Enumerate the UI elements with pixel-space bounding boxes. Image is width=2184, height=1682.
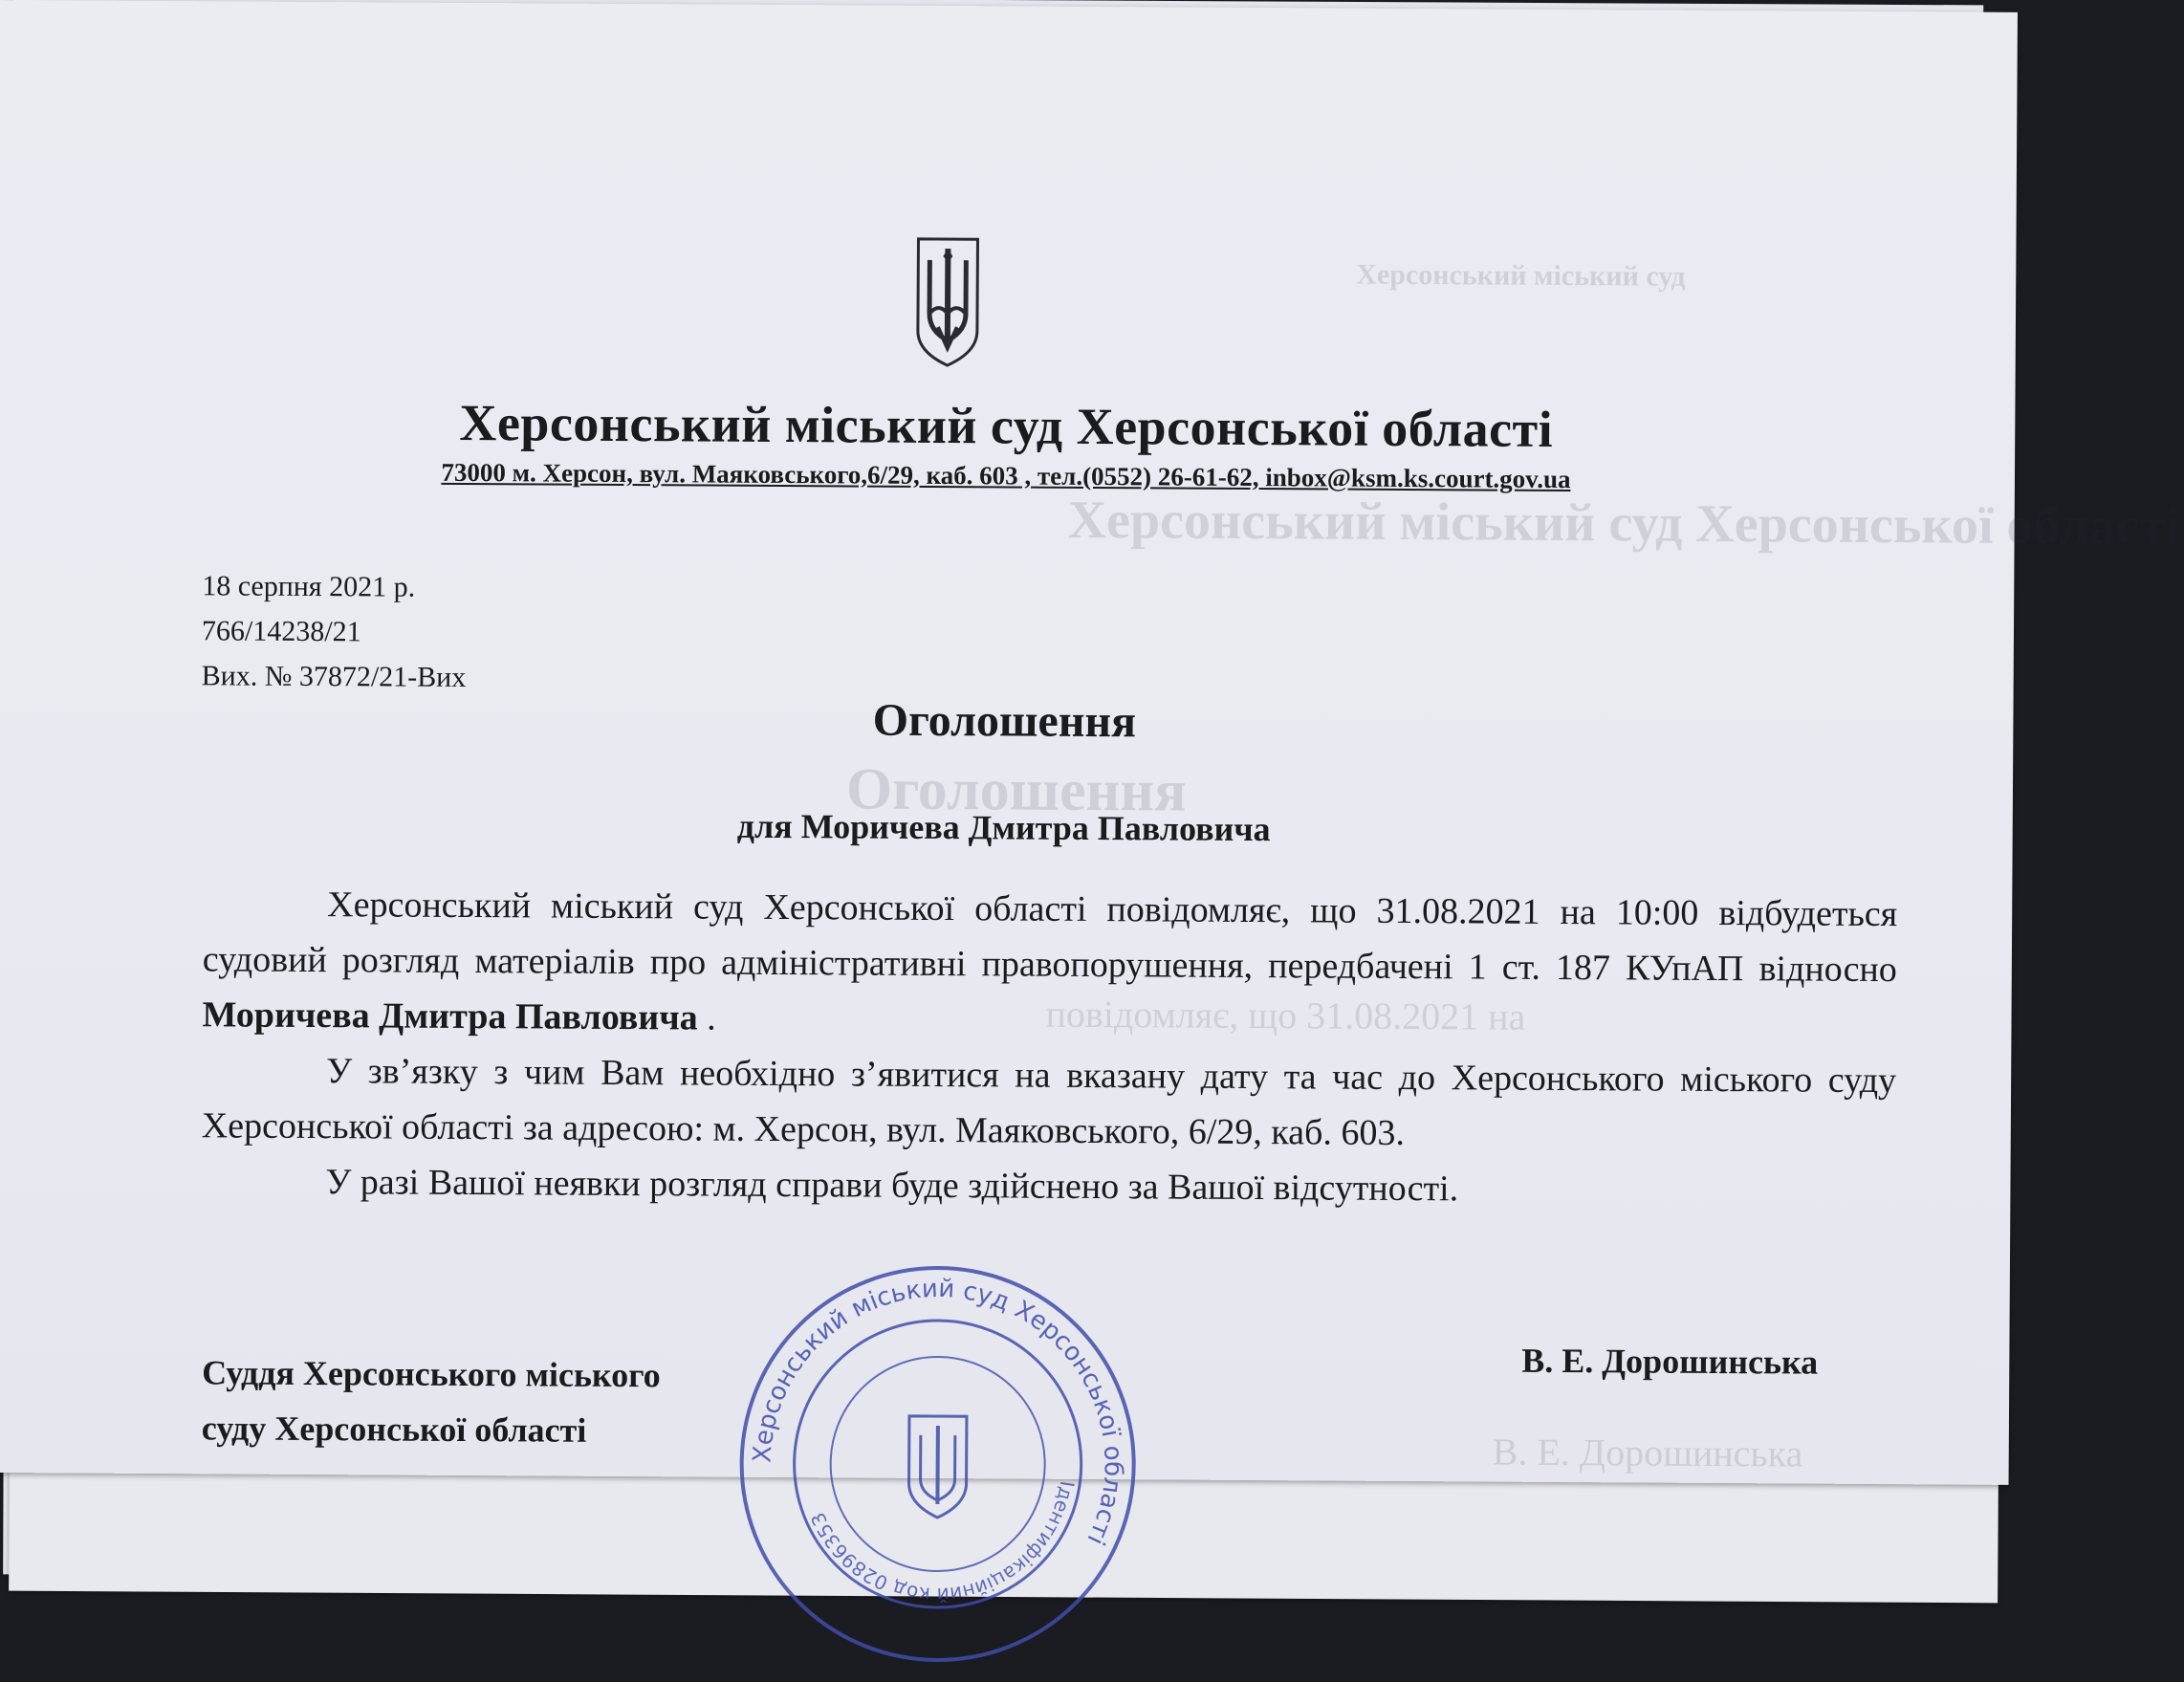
- document-meta: [202, 563, 467, 700]
- court-address: 73000 м. Херсон, вул. Маяковського,6/29, каб. 603 , тел.(0552) 26-61-62, inbox@ksm.ks.court.gov.ua: [441, 457, 1571, 494]
- show-through-text: повідомляє, що 31.08.2021 на: [1045, 992, 1526, 1038]
- notice-body: [201, 876, 1897, 1219]
- show-through-text: В. Е. Дорошинська: [1492, 1430, 1803, 1475]
- stamp-ring-text: Херсонський міський суд Херсонської області: [748, 1274, 1127, 1550]
- defendant-name: Моричева Дмитра Павловича: [202, 994, 698, 1038]
- show-through-text: Херсонський міський суд: [1356, 258, 1686, 293]
- trident-icon: [914, 235, 982, 369]
- document-title: Оголошення: [872, 694, 1137, 748]
- case-number: 766/14238/21: [201, 615, 361, 648]
- judge-name: В. Е. Дорошинська: [1521, 1341, 1819, 1382]
- court-title: Херсонський міський суд Херсонської області: [459, 393, 1554, 458]
- document-date: 18 серпня 2021 р.: [202, 570, 416, 603]
- stamp-trident-icon: [908, 1416, 967, 1518]
- body-paragraph: Херсонський міський суд Херсонської області повідомляє, що 31.08.2021 на 10:00 відбудеться судовий розгляд матеріалів про адміністративні правопорушення, передбачені 1 ст. 187 КУпАП відносно Моричева Дмитра Павловича .: [202, 885, 1898, 1038]
- court-seal-stamp: [726, 1253, 1149, 1676]
- stamp-inner-text: Ідентифікаційний код 02896353: [805, 1479, 1080, 1607]
- judge-position: Суддя Херсонського міського суду Херсонської області: [201, 1353, 661, 1450]
- show-through-text: Херсонський міський суд Херсонської області: [1067, 490, 2181, 557]
- show-through-text: Оголошення: [845, 756, 1187, 824]
- body-paragraph: У разі Вашої неявки розгляд справи буде здійснено за Вашої відсутності.: [325, 1162, 1459, 1210]
- outgoing-number: Вих. № 37872/21-Вих: [201, 660, 467, 693]
- recipient-line: для Моричева Дмитра Павловича: [736, 806, 1271, 849]
- body-paragraph: У зв’язку з чим Вам необхідно з’явитися на вказану дату та час до Херсонського міського суду Херсонської області за адресою: м. Херсон, вул. Маяковського, 6/29, каб. 603.: [201, 1051, 1897, 1153]
